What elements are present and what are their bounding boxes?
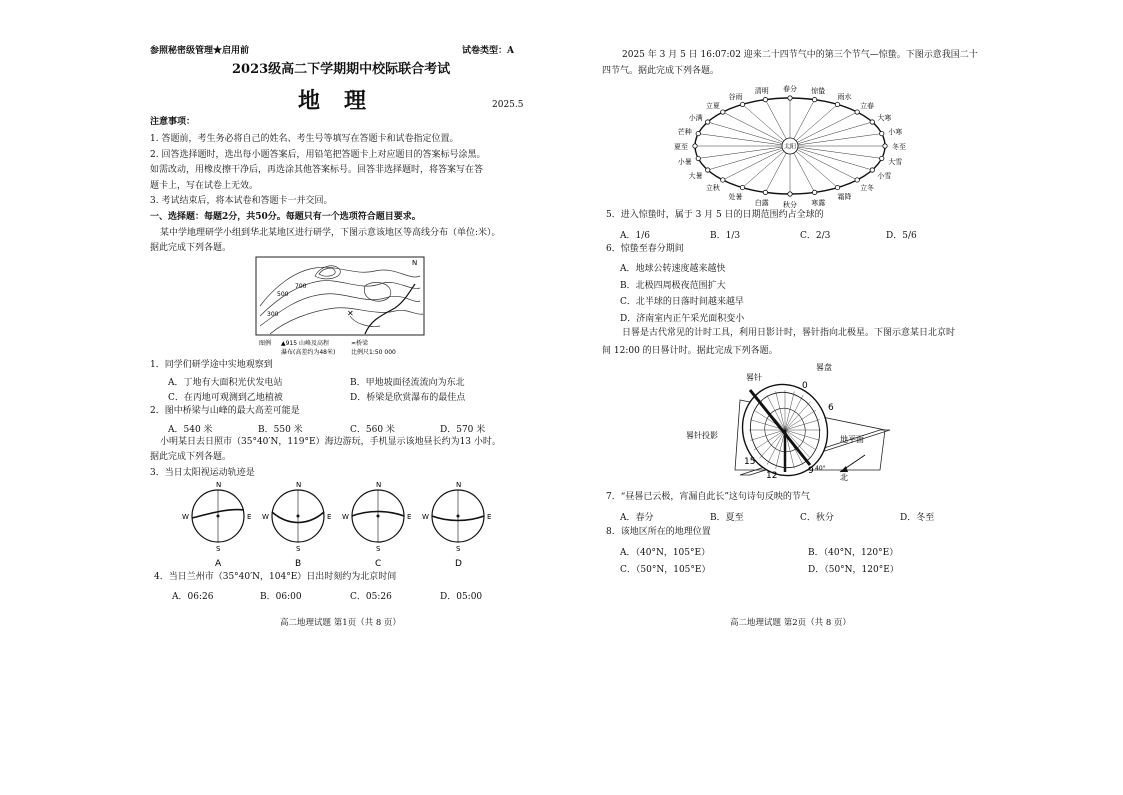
option[interactable]: B．1/3 [710,231,741,241]
dial-label: 晷盘 [816,363,832,372]
legend-bridge: ≍桥梁 [351,340,369,347]
solar-term-label: 处暑 [728,193,743,202]
option[interactable]: B．夏至 [710,513,744,523]
question-3: 3．当日太阳视运动轨迹是 [150,468,255,478]
legend-waterfall: 瀑布(高差约为48米) [281,349,336,356]
option[interactable]: B．甲地坡面径流流向为东北 [350,378,465,388]
notice-title: 注意事项： [150,117,196,127]
question-8: 8．该地区所在的地理位置 [606,527,711,537]
sun-path-globe [342,481,411,569]
compass-label: W [422,513,429,521]
north-label: 北 [840,473,848,482]
solar-term-label: 清明 [754,86,769,95]
exam-date: 2025.5 [492,100,524,110]
page-right [600,0,1000,795]
solar-term-label: 大暑 [688,172,703,180]
subject-title: 地理 [298,88,391,114]
option[interactable]: D．5/6 [886,231,917,241]
contour-map [255,256,425,356]
compass-label: E [407,513,412,521]
compass-label: E [327,513,332,521]
solar-term-label: 惊蛰 [811,86,826,95]
compass-label: S [376,545,381,553]
option[interactable]: C．2/3 [800,231,831,241]
intro-text: 2025 年 3 月 5 日 16:07:02 迎来二十四节气中的第三个节气—惊蛰。下图示意我国二十 [622,50,978,60]
option[interactable]: B．北极四周极夜范围扩大 [620,281,726,291]
notice-line: 如需改动，用橡皮擦干净后，再选涂其他答案标号。回答非选择题时，将答案写在答 [150,165,484,175]
option-label: D [455,559,462,569]
question-1: 1．同学们研学途中实地观察到 [150,360,273,370]
hour-0: 0 [802,381,808,391]
solar-term-label: 芒种 [677,127,692,136]
solar-terms-diagram [674,84,906,209]
solar-term-label: 立夏 [705,101,720,110]
bridge-icon: ✕ [347,309,354,318]
solar-term-label: 夏至 [674,143,688,151]
option[interactable]: C．北半球的日落时间越来越早 [620,297,744,307]
sun-path-globe [182,481,251,569]
option[interactable]: C．05:26 [350,592,392,602]
option[interactable]: C．在丙地可观测到乙地植被 [168,393,283,403]
option[interactable]: A．（40°N，105°E） [620,548,711,558]
page-footer: 高二地理试题 第1页（共 8 页） [280,618,401,628]
notice-line: 1. 答题前，考生务必将自己的姓名、考生号等填写在答题卡和试卷指定位置。 [150,134,459,144]
hour-12: 12 [766,471,778,481]
compass-label: S [296,545,301,553]
question-4: 4．当日兰州市（35°40′N，104°E）日出时刻约为北京时间 [154,572,397,582]
solar-term-label: 大雪 [888,158,903,167]
option[interactable]: A．丁地有大面积光伏发电站 [168,378,283,388]
hour-6: 6 [828,403,834,413]
intro-text: 四节气。据此完成下列各题。 [602,66,720,76]
solar-term-label: 谷雨 [728,92,743,101]
notice-line: 题卡上，写在试卷上无效。 [150,181,259,191]
option[interactable]: D．570 米 [440,425,486,435]
sun-path-diagrams [182,481,498,569]
question-6: 6．惊蛰至春分期间 [606,244,684,254]
option[interactable]: B．（40°N，120°E） [808,548,899,558]
solar-term-label: 立春 [860,101,875,110]
option-label: A [215,559,222,569]
solar-term-label: 大寒 [877,114,892,122]
confidentiality-label: 参照秘密级管理★启用前 [150,46,250,56]
option[interactable]: B．06:00 [260,592,302,602]
solar-term-label: 小暑 [677,158,692,167]
intro-text: 据此完成下列各题。 [150,243,232,253]
intro-text: 某中学地理研学小组到华北某地区进行研学，下图示意该地区等高线分布（单位:米）。 [160,228,501,238]
solar-term-label: 小寒 [888,127,903,136]
notice-line: 3. 考试结束后，将本试卷和答题卡一并交回。 [150,196,333,206]
option[interactable]: D．桥梁是欣赏瀑布的最佳点 [350,393,466,403]
compass-label: S [216,545,221,553]
solar-term-label: 春分 [783,85,797,93]
option[interactable]: B．550 米 [258,425,303,435]
intro-text: 小明某日去日照市（35°40′N，119°E）海边游玩，手机显示该地昼长约为13 小时。 [160,437,501,447]
option[interactable]: A．540 米 [168,425,213,435]
page-footer: 高二地理试题 第2页（共 8 页） [730,618,851,628]
compass-label: N [296,481,302,489]
compass-label: N [376,481,382,489]
option-label: B [295,559,302,569]
compass-label: W [182,513,189,521]
option[interactable]: A．06:26 [172,592,214,602]
exam-title: 2023级高二下学期期中校际联合考试 [232,62,451,77]
solar-term-label: 霜降 [837,193,852,202]
contour-label: 300 [267,311,279,318]
contour-label: 500 [277,291,289,298]
intro-text: 日晷是古代常见的计时工具，利用日影计时，晷针指向北极星。下图示意某日北京时 [622,328,956,338]
option[interactable]: C．秋分 [800,513,834,523]
notice-line: 2. 回答选择题时，选出每小题答案后，用铅笔把答题卡上对应题目的答案标号涂黑。 [150,150,486,160]
option[interactable]: C．（50°N，105°E） [620,565,711,575]
option-label: C [375,559,382,569]
legend-scale: 比例尺1:50 000 [351,349,396,356]
sun-path-globe [422,481,491,569]
contour-label: 700 [295,283,307,290]
section-heading: 一、选择题：每题2分，共50分。每题只有一个选项符合题目要求。 [150,212,421,222]
hour-15: 15 [744,457,756,467]
intro-text: 间 12:00 的日晷计时。据此完成下列各题。 [602,346,778,356]
sun-label: 太阳 [783,143,797,151]
solar-term-label: 白露 [754,199,769,208]
solar-term-label: 小满 [688,114,703,122]
solar-term-label: 冬至 [892,143,906,151]
compass-label: S [456,545,461,553]
solar-term-label: 立秋 [705,184,720,193]
option[interactable]: A．春分 [620,513,654,523]
compass-label: W [342,513,349,521]
shadow-label: 晷针投影 [686,431,718,440]
legend-title: 图例 [259,340,272,347]
paper-type: 试卷类型：A [462,46,514,56]
option[interactable]: A．地球公转速度越来越快 [620,264,726,274]
option[interactable]: D．05:00 [440,592,483,602]
compass-label: W [262,513,269,521]
compass-label: N [216,481,222,489]
hour-9: 9 [808,466,814,476]
sundial-diagram [680,360,900,485]
legend-peak: ▲915 山峰及高程 [281,340,329,347]
solar-term-label: 雨水 [837,92,852,101]
solar-term-label: 秋分 [783,201,797,209]
option[interactable]: C．560 米 [350,425,395,435]
option[interactable]: D．济南室内正午采光面积变小 [620,314,745,324]
compass-label: N [456,481,462,489]
question-2: 2．图中桥梁与山峰的最大高差可能是 [150,406,300,416]
question-5: 5．进入惊蛰时，属于 3 月 5 日的日期范围约占全球的 [606,210,824,220]
solar-term-label: 立冬 [860,184,875,193]
option[interactable]: A．1/6 [620,231,650,241]
angle-label: 40° [815,465,826,472]
north-arrow: N [412,259,418,267]
solar-term-label: 小雪 [877,172,892,180]
compass-label: E [247,513,252,521]
solar-term-label: 寒露 [811,199,826,208]
question-7: 7．“昼晷已云极，宵漏自此长”这句诗句反映的节气 [606,492,810,502]
sun-path-globe [262,481,331,569]
intro-text: 据此完成下列各题。 [150,452,232,462]
plane-label: 地平面 [840,435,864,444]
needle-label: 晷针 [746,373,762,382]
option[interactable]: D．（50°N，120°E） [808,565,899,575]
option[interactable]: D．冬至 [900,513,935,523]
page-left [150,0,530,795]
compass-label: E [487,513,492,521]
